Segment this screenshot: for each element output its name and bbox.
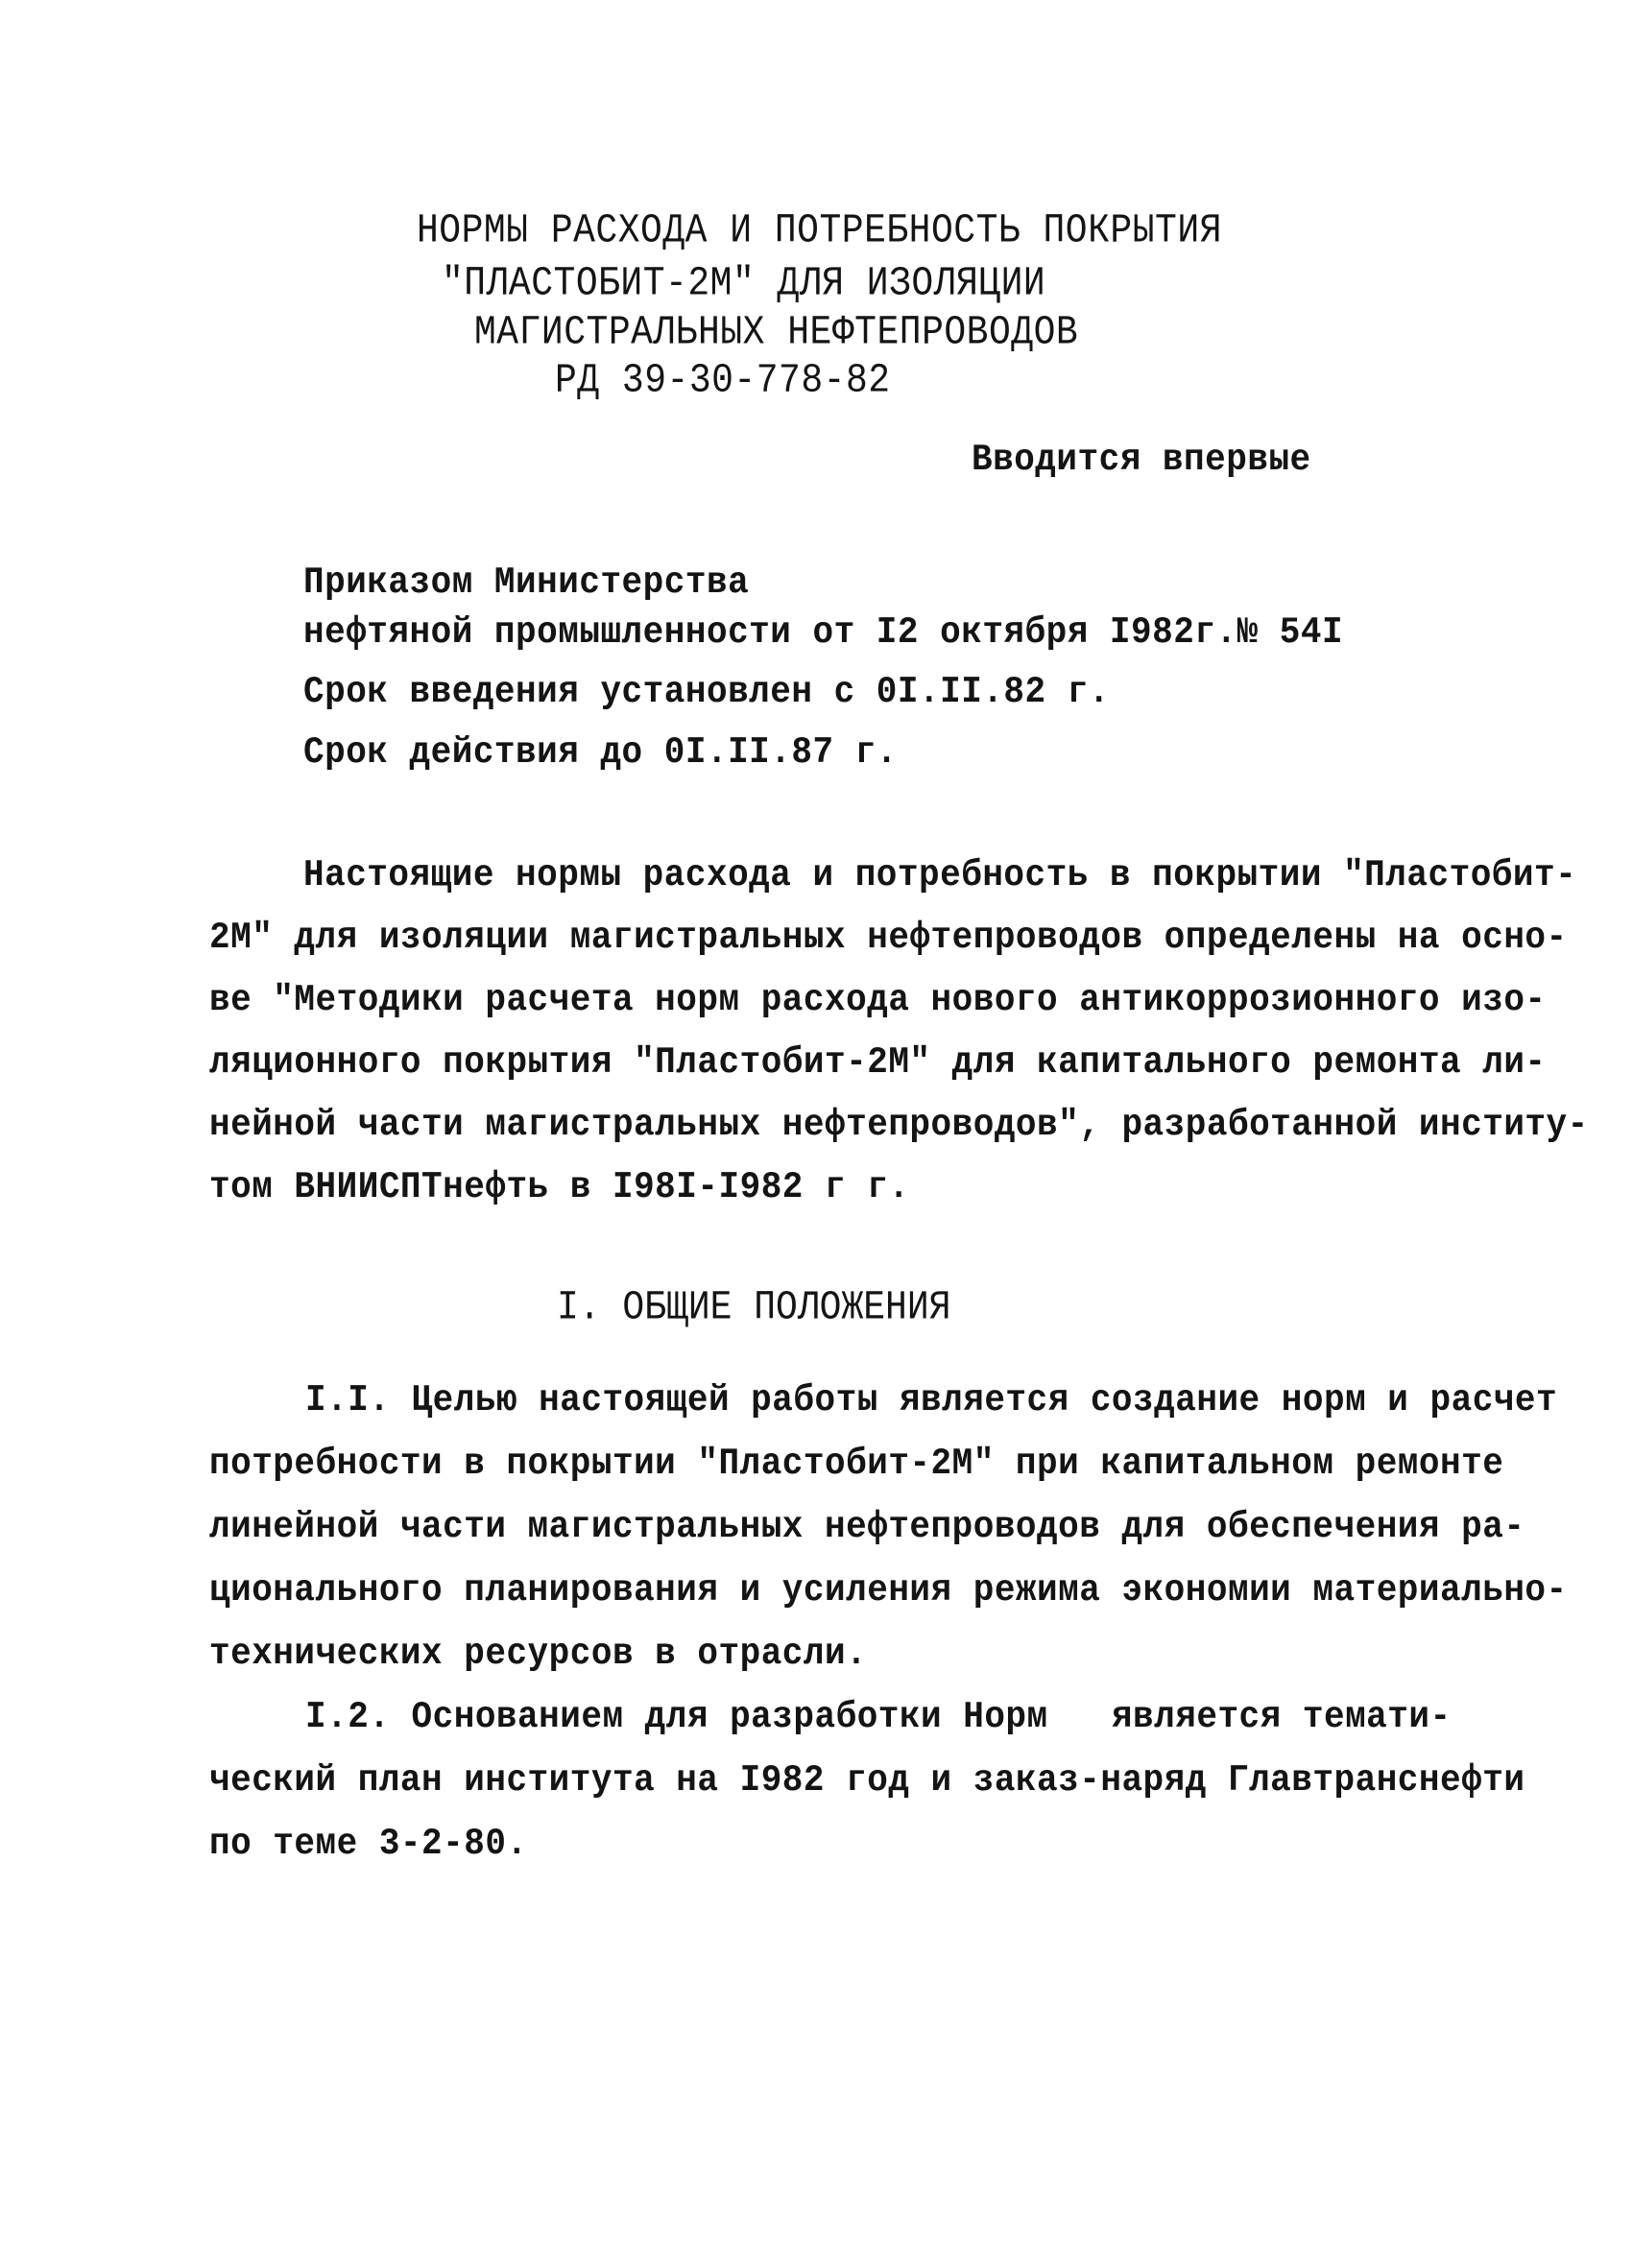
doc-code: РД 39-30-778-82 xyxy=(555,357,891,404)
clause-1-2-line-1: I.2. Основанием для разработки Норм является темати- xyxy=(305,1695,1452,1739)
intro-paragraph-line-2: 2М" для изоляции магистральных нефтепроводов определены на осно- xyxy=(209,916,1568,960)
clause-1-2-line-3: по теме 3-2-80. xyxy=(209,1822,528,1866)
intro-paragraph-line-5: нейной части магистральных нефтепроводов", разработанной институ- xyxy=(209,1103,1589,1147)
validity-date: Срок действия до 0I.II.87 г. xyxy=(303,730,898,775)
clause-1-1-line-2: потребности в покрытии "Пластобит-2М" при капитальном ремонте xyxy=(209,1442,1504,1486)
doc-title-line-1: НОРМЫ РАСХОДА И ПОТРЕБНОСТЬ ПОКРЫТИЯ xyxy=(417,207,1222,254)
intro-paragraph-line-3: ве "Методики расчета норм расхода нового антикоррозионного изо- xyxy=(209,978,1547,1022)
clause-1-1-line-1: I.I. Целью настоящей работы является создание норм и расчет xyxy=(305,1378,1558,1422)
clause-1-1-line-3: линейной части магистральных нефтепроводов для обеспечения ра- xyxy=(209,1505,1525,1549)
clause-1-1-line-4: ционального планирования и усиления режима экономии материально- xyxy=(209,1568,1568,1612)
doc-title-line-3: МАГИСТРАЛЬНЫХ НЕФТЕПРОВОДОВ xyxy=(474,309,1079,356)
intro-paragraph-line-4: ляционного покрытия "Пластобит-2М" для капитального ремонта ли- xyxy=(209,1040,1547,1085)
intro-paragraph-line-1: Настоящие нормы расхода и потребность в покрытии "Пластобит- xyxy=(303,853,1577,897)
order-line-2: нефтяной промышленности от I2 октября I982г.№ 54I xyxy=(303,610,1344,655)
doc-title-line-2: "ПЛАСТОБИТ-2М" ДЛЯ ИЗОЛЯЦИИ xyxy=(442,260,1046,307)
effective-date: Срок введения установлен с 0I.II.82 г. xyxy=(303,670,1110,714)
order-line-1: Приказом Министерства xyxy=(303,561,750,605)
introduced-note: Вводится впервые xyxy=(972,438,1311,482)
intro-paragraph-line-6: том ВНИИСПТнефть в I98I-I982 г г. xyxy=(209,1165,910,1209)
clause-1-1-line-5: технических ресурсов в отрасли. xyxy=(209,1632,868,1676)
clause-1-2-line-2: ческий план института на I982 год и заказ-наряд Главтранснефти xyxy=(209,1758,1525,1802)
section-heading: I. ОБЩИЕ ПОЛОЖЕНИЯ xyxy=(557,1284,951,1331)
